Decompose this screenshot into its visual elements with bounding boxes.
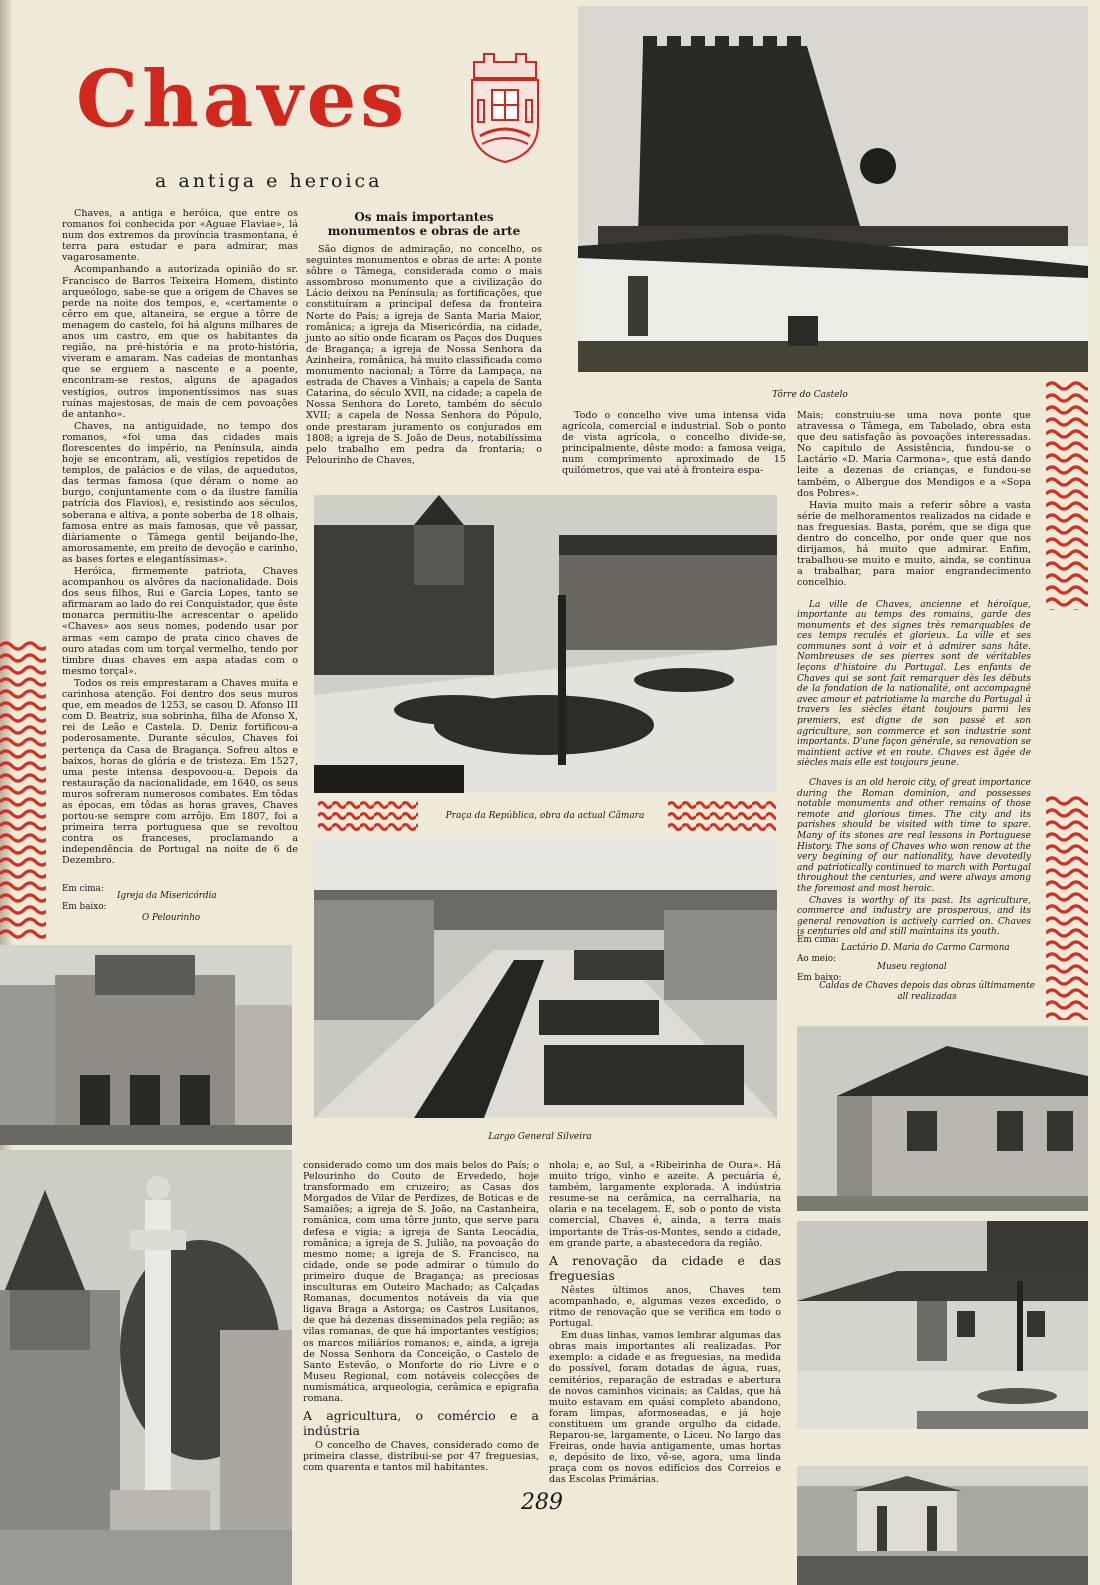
column-right-text bbox=[797, 410, 1031, 939]
praca-caption: Praça da República, obra da actual Câmara bbox=[445, 811, 645, 821]
left-photo-captions bbox=[62, 884, 298, 924]
agriculture-heading: A agricultura, o comércio e a indústria bbox=[303, 1408, 539, 1439]
col1-paragraph: Chaves, a antiga e heróica, que entre os romanos foi conhecida por «Aguae Flaviae», lá num dos extremos da província trasmontana, é terra para estudar e para admirar, mas vagarosamente. bbox=[62, 208, 298, 264]
renovation-paragraph: Nêstes últimos anos, Chaves tem acompanhado, e, algumas vezes excedido, o ritmo de renovação que se verifica em todo o Portugal. bbox=[549, 1284, 781, 1330]
page-subtitle: a antiga e heroica bbox=[155, 170, 383, 192]
pelourinho-photo bbox=[0, 1150, 292, 1585]
english-summary-2: Chaves is worthy of its past. Its agriculture, commerce and industry are prosperous, and its general renovation is actively carried on. Chaves is centuries old and still maintains its youth. bbox=[797, 895, 1031, 938]
castle-tower-photo bbox=[578, 6, 1088, 372]
caption-label: Em cima: bbox=[62, 884, 104, 894]
praca-republica-photo bbox=[314, 495, 777, 793]
colr-paragraph: Havia muito mais a referir sôbre a vasta série de melhoramentos realizados na cidade e nas freguesias. Basta, porém, que se diga que dentro do concelho, por onde quer que nos dirijamos, há muito que admirar. Enfim, trabalhou-se muito e muito, ainda, se continua a trabalhar, para maior engrandecimento concelhio. bbox=[797, 499, 1031, 589]
caption-bottom: O Pelourinho bbox=[142, 913, 201, 923]
wavy-strip-right-top bbox=[1046, 380, 1088, 610]
wavy-band-left bbox=[318, 800, 418, 834]
colr-paragraph: Mais; construiu-se uma nova ponte que atravessa o Tâmega, em Tabolado, obra esta que deu satisfação às povoações interessadas. No capítulo de Assistência, fundou-se o Lactário «D. Maria Carmona», que está dando leite a dezenas de crianças, e fundou-se também, o Albergue dos Mendigos e a «Sopa dos Pobres». bbox=[797, 410, 1031, 499]
right-photo-captions bbox=[797, 935, 1037, 1003]
igreja-misericordia-photo bbox=[0, 945, 292, 1145]
page-number: 289 bbox=[521, 1490, 563, 1515]
english-summary: Chaves is an old heroic city, of great importance during the Roman dominion, and possesses notable monuments and other remains of those remote and glorious times. The city and its parishes should be visited with time to spare. Many of its stones are real lessons in Portuguese History. The sons of Chaves who won renow at the very begining of our nationality, have devotedly and patriotically continued to march with Portugal throughout the centuries, and were always among the foremost and most heroic. bbox=[797, 778, 1031, 894]
page-title: Chaves bbox=[76, 54, 409, 145]
agriculture-paragraph: O concelho de Chaves, considerado como de primeira classe, distribui-se por 47 freguesias, com quarenta e tantos mil habitantes. bbox=[303, 1440, 539, 1474]
col1-paragraph: Acompanhando a autorizada opinião do sr. Francisco de Barros Teixeira Homem, distinto arqueólogo, sabe-se que a origem de Chaves se perde na noite dos tempos, e, «certamente o cêrro em que, altaneira, se ergue a tôrre de menagem do castelo, foi há alguns milhares de anos um castro, em que os habitantes da região, na pré-história e na proto-história, viveram e amaram. Nas cadeias de montanhas que se erguem a nascente e a poente, encontram-se restos, alguns de apagados vestígios, outros imponentíssimos nas suas ruínas majestosas, de mais de cem povoações de antanho». bbox=[62, 264, 298, 420]
column-1-text bbox=[62, 208, 298, 868]
renovation-heading: A renovação da cidade e das freguesias bbox=[549, 1252, 781, 1283]
caption-label: Em baixo: bbox=[797, 973, 842, 983]
bottom-column-right bbox=[549, 1160, 781, 1486]
caption-label: Em cima: bbox=[797, 935, 839, 945]
col2-paragraph: São dignos de admiração, no concelho, os seguintes monumentos e obras de arte: A ponte sôbre o Tâmega, considerada como o mais assombroso monumento que a civilização do Lácio deixou na Península; as fortificações, que constituíram a principal defesa da fronteira Norte do País; a igreja de Santa Maria Maior, românica; a igreja da Misericórdia, na cidade, junto ao sítio onde ficaram os Paços dos Duques de Bragança; a igreja de Nossa Senhora da Azinheira, românica, há muito classificada como monumento nacional; a Tôrre da Lampaça, na estrada de Chaves a Vinhais; a capela de Santa Catarina, do século XVII, na cidade; a capela de Nossa Senhora do Loreto, também do século XVII; a capela de Nossa Senhora do Pópulo, onde prestaram juramento os conjurados em 1808; a igreja de S. João de Deus, notabilíssima pelo trabalho em pedra da frontaria; o Pelourinho de Chaves, bbox=[306, 244, 542, 466]
caption-label: Ao meio: bbox=[797, 954, 837, 964]
wavy-band-right bbox=[668, 800, 776, 834]
bottom-column-left bbox=[303, 1160, 539, 1474]
museu-regional-photo bbox=[797, 1221, 1088, 1429]
col1-paragraph: Todos os reis emprestaram a Chaves muita e carinhosa atenção. Foi dentro dos seus muros que, em meados de 1253, se casou D. Afonso III com D. Beatriz, sua sobrinha, filha de Afonso X, rei de Leão e Castela. D. Deniz fortificou-a poderosamente. Durante séculos, Chaves foi pertença da Casa de Bragança. Sofreu altos e baixos, horas de glória e de tristeza. Em 1527, uma peste intensa despovoou-a. Depois da restauração da nacionalidade, em 1640, os seus muros sofreram numerosos combates. Em tôdas as épocas, em tôdas as horas graves, Chaves portou-se sempre com arrôjo. Em 1807, foi a primeira terra portuguesa que se revoltou contra os franceses, proclamando a independência de Portugal na noite de 6 de Dezembro. bbox=[62, 677, 298, 867]
caption-top: Igreja da Misericórdia bbox=[117, 891, 217, 901]
caption-caldas: Caldas de Chaves depois das obras últimamente all realizadas bbox=[819, 981, 1035, 1002]
caption-museu: Museu regional bbox=[877, 962, 947, 972]
wavy-strip-right-mid bbox=[1046, 795, 1088, 1020]
wavy-strip-left bbox=[0, 640, 46, 940]
mid2-paragraph: nhola; e, ao Sul, a «Ribeirinha de Oura». Há muito trigo, vinho e azeite. A pecuária é, também, largamente explorada. A indústria resume-se na cerâmica, na cerralharia, na olaria e na tecelagem. E, sob o ponto de vista comercial, Chaves é, ainda, a terra mais importante de Trás-os-Montes, sendo a cidade, em grande parte, a abastecedora da região. bbox=[549, 1160, 781, 1249]
col2-heading: Os mais importantes monumentos e obras de arte bbox=[327, 210, 521, 238]
column-2-text bbox=[306, 210, 542, 467]
monuments-continued: considerado como um dos mais belos do País; o Pelourinho do Couto de Ervededo, hoje transformado em cruzeiro; as Casas dos Morgados de Vilar de Perdizes, de Boticas e de Samaiões; a igreja de S. João, na Castanheira, românica, com uma tôrre junto, que serve para defesa e vigia; a igreja de Santa Leocádia, românica; a igreja de S. Julião, na povoação do mesmo nome; a igreja de S. Francisco, na cidade, onde se pode admirar o túmulo do primeiro duque de Bragança; as preciosas insculturas em Outeiro Machado; as Calçadas Romanas, documentos notáveis da via que ligava Braga a Astorga; os Castros Lusitanos, de que há dezenas disseminados pela região; as vilas romanas, de que há importantes vestígios; os marcos miliários romanos; e, ainda, a igreja de Nossa Senhora da Conceição, o Castelo de Santo Estevão, o Monforte do rio Livre e o Museu Regional, com notáveis colecções de numismática, arqueologia, cerâmica e epigrafia romana. bbox=[303, 1160, 539, 1404]
caption-label: Em baixo: bbox=[62, 902, 107, 912]
caldas-photo bbox=[797, 1466, 1088, 1585]
largo-caption: Largo General Silveira bbox=[488, 1132, 592, 1142]
lactario-photo bbox=[797, 1026, 1088, 1211]
caption-lactario: Lactário D. Maria do Carmo Carmona bbox=[841, 943, 1010, 953]
renovation-paragraph-2: Em duas linhas, vamos lembrar algumas das obras mais importantes alí realizadas. Por exemplo: a cidade e as freguesias, na medida do possível, foram dotadas de água, ruas, cemitérios, reparação de estradas e abertura de novos caminhos vicinais; as Caldas, que há muito estavam em quási completo abandono, foram limpas, aformoseadas, e já hoje constituem um grande orgulho da cidade. Reparou-se, largamente, o Liceu. No largo das Freiras, onde havia antigamente, umas hortas e, depósito de lixo, vê-se, agora, uma linda praça com os novos edifícios dos Correios e das Escolas Primárias. bbox=[549, 1330, 781, 1486]
column-3-text-top bbox=[562, 410, 786, 478]
col1-paragraph: Chaves, na antiguidade, no tempo dos romanos, «foi uma das cidades mais florescentes do império, na Península, ainda hoje se encontram, ali, vestígios repetidos de templos, de palácios e de vilas, de aquedutos, das termas famosa (que déram o nome ao burgo, conjuntamente com o da ilustre família patrícia dos Flavios), e, resistindo aos séculos, soberana e altiva, a ponte soberba de 18 olhais, famosa entre as mais famosas, que vê passar, diàriamente o Tâmega gentil beijando-lhe, amorosamente, em preito de devoção e carinho, as bases fortes e elegantíssimas». bbox=[62, 420, 298, 565]
mid1-paragraph: Todo o concelho vive uma intensa vida agrícola, comercial e industrial. Sob o ponto de vista agrícola, o concelho divide-se, principalmente, dêste modo: a famosa veiga, num comprimento aproximado de 15 quilómetros, que vai até à fronteira espa- bbox=[562, 410, 786, 477]
castle-caption: Tôrre do Castelo bbox=[772, 390, 848, 400]
french-summary: La ville de Chaves, ancienne et héroïque, importante au temps des romains, garde des monuments et des signes très remarquables de ces temps reculés et glorieux. La ville et ses communes sont à voir et à admirer sans hâte. Nombreuses de ses pierres sont de véritables leçons d'histoire du Portugal. Les enfants de Chaves qui se sont fait remarquer dès les débuts de la fondation de la nationalité, ont accompagné avec amour et patriotisme la marche du Portugal à travers les siècles étant toujours parmi les premiers, est digne de son passé et son agriculture, son commerce et son industrie sont importants. D'une façon générale, sa renovation se maintient active et en route. Chaves est âgée de siècles mais elle est toujours jeune. bbox=[797, 599, 1031, 769]
largo-general-silveira-photo bbox=[314, 840, 777, 1118]
coat-of-arms-emblem bbox=[466, 44, 544, 166]
col1-paragraph: Heróica, firmemente patriota, Chaves acompanhou os alvôres da nacionalidade. Dois dos seus filhos, Rui e Garcia Lopes, tanto se afirmaram ao lado do rei Conquistador, que êste monarca permitiu-lhe acrescentar o apelido «Chaves» aos seus nomes, podendo usar por armas «em campo de prata cinco chaves de ouro atadas com um torçal vermelho, tendo por timbre duas chaves em aspa atadas com o mesmo torçal». bbox=[62, 566, 298, 677]
